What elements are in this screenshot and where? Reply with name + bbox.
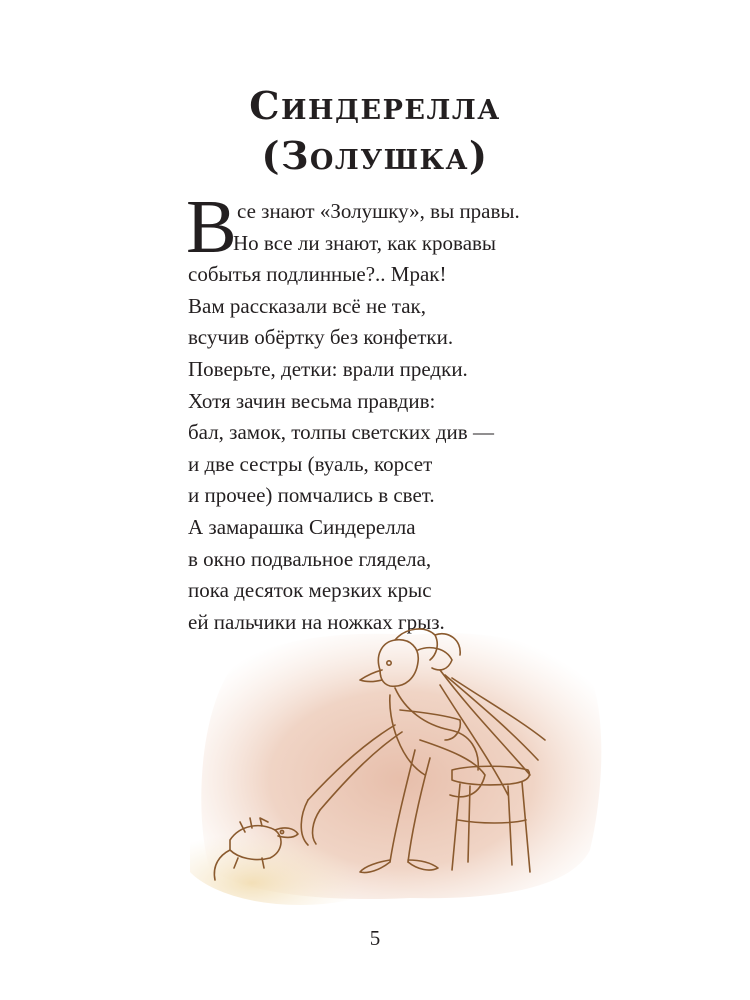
poem-line: се знают «Золушку», вы правы. xyxy=(237,199,520,223)
poem-subtitle: (Золушка) xyxy=(261,133,489,178)
poem-line: и прочее) помчались в свет. xyxy=(188,483,435,508)
poem-line: Вам рассказали всё не так, xyxy=(188,293,427,318)
poem-line: А замарашка Синдерелла xyxy=(188,514,416,539)
yellow-wash xyxy=(190,795,420,905)
cinderella-illustration xyxy=(190,600,610,910)
drop-cap: В xyxy=(186,185,237,269)
poem-title: Синдерелла xyxy=(249,83,501,128)
poem-line: Поверьте, детки: врали предки. xyxy=(188,356,468,381)
poem-line: в окно подвальное глядела, xyxy=(188,546,432,571)
poem-body xyxy=(186,185,648,638)
poem-line: Но все ли знают, как кровавы xyxy=(233,230,497,255)
poem-line: Хотя зачин весьма правдив: xyxy=(188,388,436,413)
poem-line: событья подлинные?.. Мрак! xyxy=(188,262,447,287)
page-number: 5 xyxy=(369,926,381,950)
poem-line: ей пальчики на ножках грыз. xyxy=(188,609,445,634)
poem-line: пока десяток мерзких крыс xyxy=(188,578,432,603)
poem-line: всучив обёртку без конфетки. xyxy=(188,325,454,350)
poem-line: бал, замок, толпы светских див — xyxy=(188,420,494,445)
poem-line: и две сестры (вуаль, корсет xyxy=(188,451,433,476)
